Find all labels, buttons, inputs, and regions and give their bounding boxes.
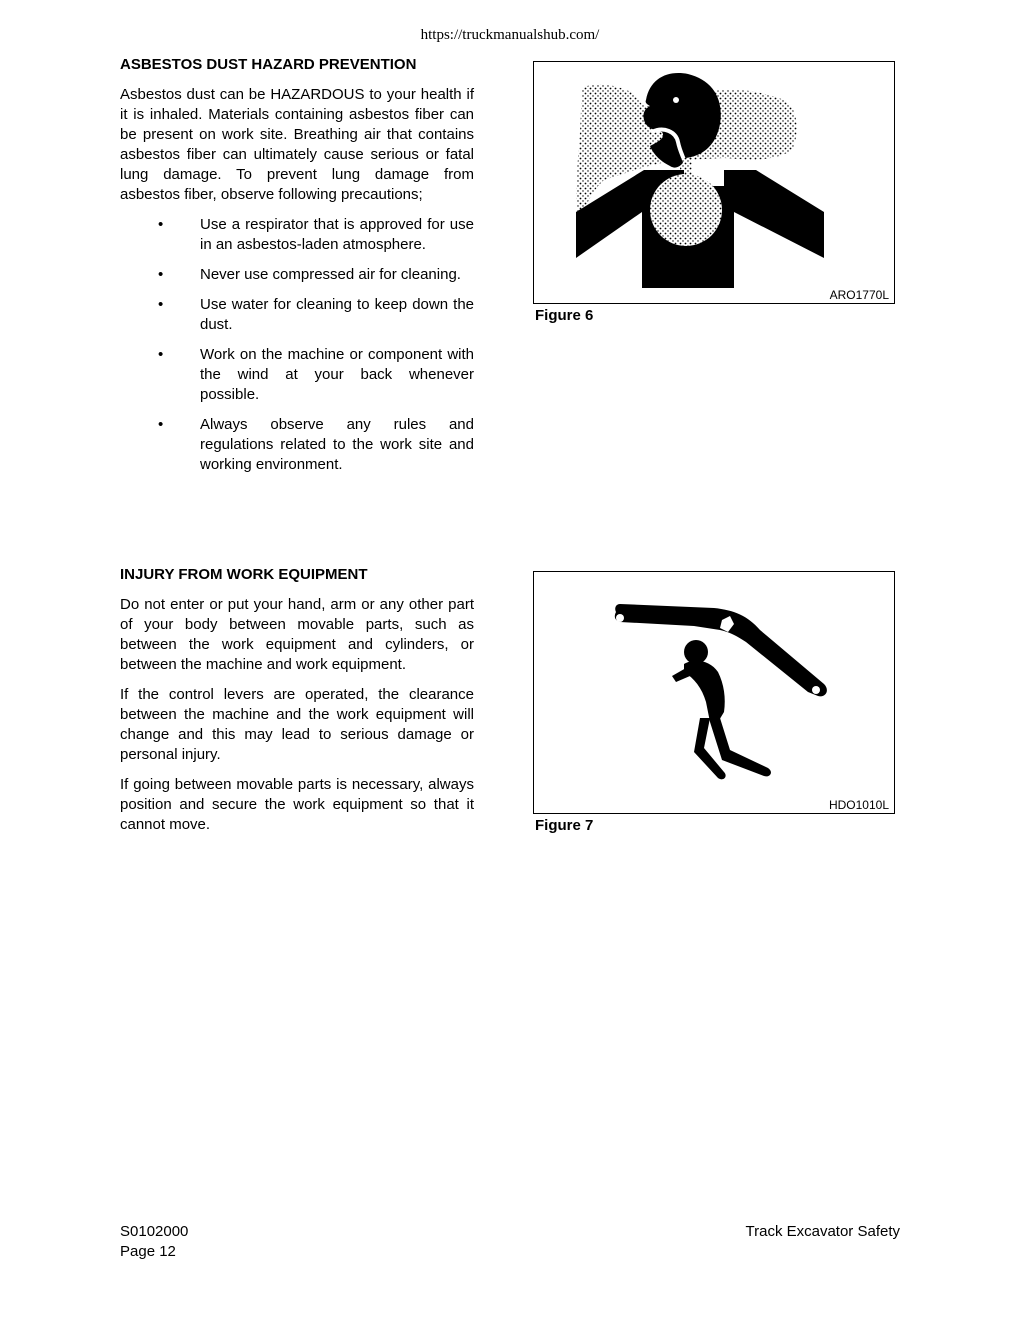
list-item <box>120 215 474 255</box>
footer-left <box>120 1222 188 1262</box>
work-equipment-para-2: If the control levers are operated, the clearance between the machine and the work equipment will change and this may lead to serious damage or personal injury. <box>120 686 474 763</box>
figure-7-caption: Figure 7 <box>535 817 594 834</box>
list-item <box>120 265 474 285</box>
asbestos-intro: Asbestos dust can be HAZARDOUS to your health if it is inhaled. Materials containing asbestos fiber can be present on work site. Breathing air that contains asbestos fiber can ultimately cause serious or fatal lung damage. To prevent lung damage from asbestos fiber, observe following precautions; <box>120 86 474 203</box>
work-equipment-para-3: If going between movable parts is necessary, always position and secure the work equipment so that it cannot move. <box>120 776 474 833</box>
precautions-list <box>120 215 474 475</box>
figure-6-frame <box>533 61 895 304</box>
figure-7-frame <box>533 571 895 814</box>
list-item <box>120 415 474 475</box>
list-item-text: Never use compressed air for cleaning. <box>200 266 461 283</box>
work-equipment-section <box>120 565 474 845</box>
figure-7-code: HDO1010L <box>828 798 889 812</box>
list-item <box>120 345 474 405</box>
list-item-text: Use water for cleaning to keep down the dust. <box>200 296 474 333</box>
figure-6-caption: Figure 6 <box>535 307 594 324</box>
bullet-icon: • <box>158 416 164 433</box>
asbestos-section <box>120 55 474 485</box>
list-item-text: Work on the machine or component with the wind at your back whenever possible. <box>200 346 474 403</box>
list-item-text: Use a respirator that is approved for use in an asbestos-laden atmosphere. <box>200 216 474 253</box>
asbestos-heading: ASBESTOS DUST HAZARD PREVENTION <box>120 56 417 73</box>
figure-6-code: ARO1770L <box>829 288 889 302</box>
work-equipment-para-1: Do not enter or put your hand, arm or any other part of your body between movable parts, such as between the work equipment and cylinders, or between the machine and work equipment. <box>120 596 474 673</box>
bullet-icon: • <box>158 216 164 233</box>
page-number: Page 12 <box>120 1243 176 1260</box>
bullet-icon: • <box>158 266 164 283</box>
work-equipment-heading: INJURY FROM WORK EQUIPMENT <box>120 566 368 583</box>
source-url: https://truckmanualshub.com/ <box>420 27 600 43</box>
crush-hazard-icon <box>534 572 894 813</box>
list-item-text: Always observe any rules and regulations related to the work site and working environment. <box>200 416 474 473</box>
doc-number: S0102000 <box>120 1223 189 1240</box>
list-item <box>120 295 474 335</box>
bullet-icon: • <box>158 296 164 313</box>
asbestos-inhalation-icon <box>534 62 894 303</box>
bullet-icon: • <box>158 346 164 363</box>
footer-title: Track Excavator Safety <box>745 1223 900 1240</box>
